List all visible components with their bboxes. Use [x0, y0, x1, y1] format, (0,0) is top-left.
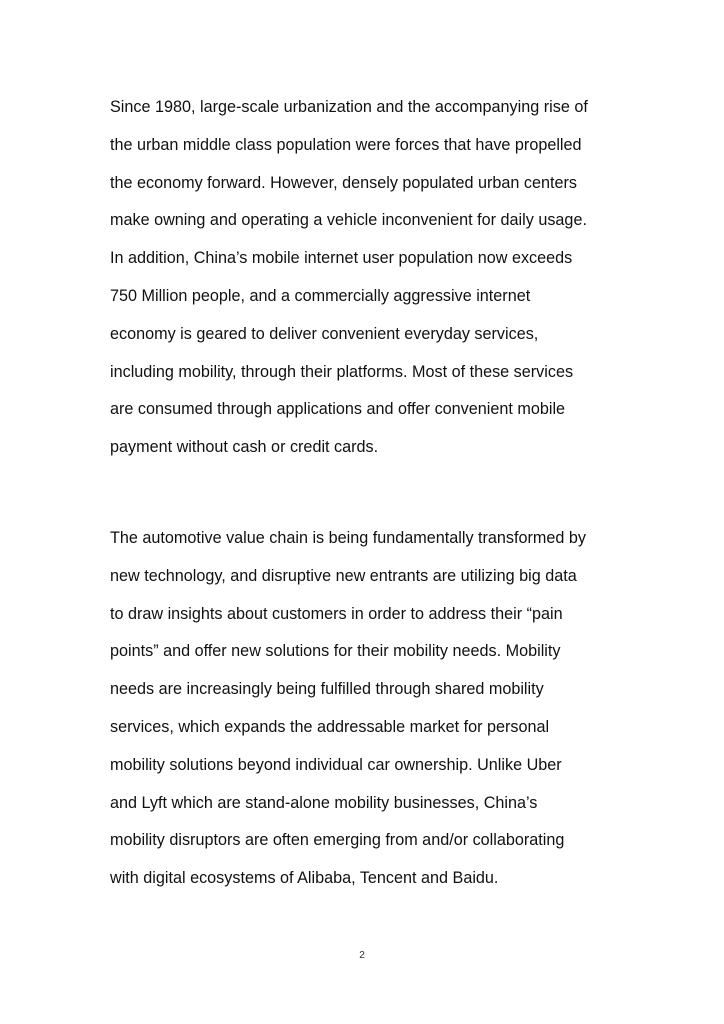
text-line: including mobility, through their platforms. Most of these services	[110, 362, 574, 381]
paragraph-urbanization	[110, 92, 630, 470]
text-line: 750 Million people, and a commercially aggressive internet	[110, 286, 531, 305]
text-line: economy is geared to deliver convenient everyday services,	[110, 324, 539, 343]
text-line: payment without cash or credit cards.	[110, 438, 379, 457]
text-line: are consumed through applications and offer convenient mobile	[110, 400, 566, 419]
text-line: and Lyft which are stand-alone mobility businesses, China’s	[110, 793, 538, 812]
text-line: points” and offer new solutions for their mobility needs. Mobility	[110, 642, 561, 661]
text-line: make owning and operating a vehicle inconvenient for daily usage.	[110, 211, 587, 230]
text-line: The automotive value chain is being fundamentally transformed by	[110, 529, 586, 547]
paragraph-value-chain	[110, 523, 630, 901]
text-line: the economy forward. However, densely populated urban centers	[110, 173, 578, 192]
text-line: the urban middle class population were forces that have propelled	[110, 135, 582, 154]
text-line: Since 1980, large-scale urbanization and the accompanying rise of	[110, 98, 588, 116]
text-line: services, which expands the addressable market for personal	[110, 717, 550, 736]
text-line: mobility solutions beyond individual car ownership. Unlike Uber	[110, 755, 562, 774]
text-line: new technology, and disruptive new entrants are utilizing big data	[110, 566, 577, 585]
text-line: mobility disruptors are often emerging from and/or collaborating	[110, 831, 565, 850]
text-line: to draw insights about customers in order to address their “pain	[110, 604, 563, 623]
page-number: 2	[359, 950, 365, 961]
text-line: needs are increasingly being fulfilled through shared mobility	[110, 680, 544, 699]
text-line: In addition, China’s mobile internet user population now exceeds	[110, 249, 573, 268]
text-line: with digital ecosystems of Alibaba, Tencent and Baidu.	[110, 869, 499, 888]
